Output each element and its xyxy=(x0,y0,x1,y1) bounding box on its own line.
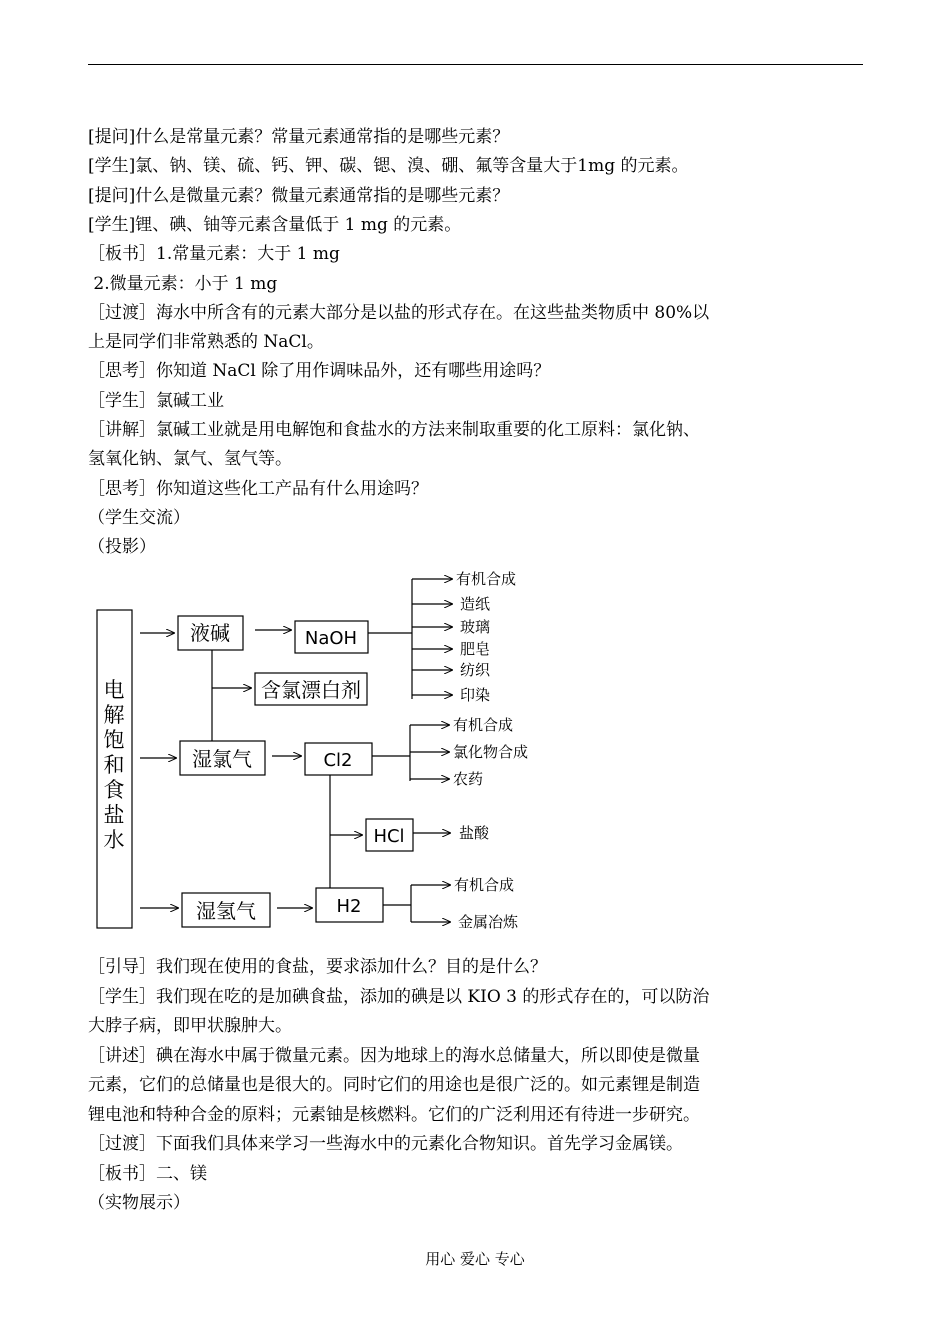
wet-hydrogen-label: 湿氢气 xyxy=(196,899,256,923)
text-line: ［过渡］海水中所含有的元素大部分是以盐的形式存在。在这些盐类物质中 80%以 xyxy=(88,302,710,323)
h2-label: H2 xyxy=(336,896,362,917)
text-line: ［思考］你知道 NaCl 除了用作调味品外，还有哪些用途吗？ xyxy=(88,361,551,382)
text-line: ［讲解］氯碱工业就是用电解饱和食盐水的方法来制取重要的化工原料：氯化钠、 xyxy=(88,420,700,440)
naoh-use-4: 纺织 xyxy=(460,661,491,679)
text-line: ［过渡］下面我们具体来学习一些海水中的元素化合物知识。首先学习金属镁。 xyxy=(88,1134,683,1154)
bleach-label: 含氯漂白剂 xyxy=(261,678,361,702)
cl2-use-0: 有机合成 xyxy=(453,716,514,734)
text-line: 氢氧化钠、氯气、氢气等。 xyxy=(88,449,292,470)
text-line: ［学生］我们现在吃的是加碘食盐，添加的碘是以 KIO 3 的形式存在的，可以防治 xyxy=(88,986,710,1007)
text-line: 锂电池和特种合金的原料；元素铀是核燃料。它们的广泛利用还有待进一步研究。 xyxy=(88,1104,700,1125)
source-char-6: 水 xyxy=(103,828,125,852)
text-line: [学生]氯、钠、镁、硫、钙、钾、碳、锶、溴、硼、氟等含量大于1mg 的元素。 xyxy=(88,156,689,177)
naoh-use-3: 肥皂 xyxy=(460,640,491,658)
header-rule xyxy=(88,64,863,65)
cl2-use-1: 氯化物合成 xyxy=(453,743,529,761)
text-line: ［引导］我们现在使用的食盐，要求添加什么？目的是什么？ xyxy=(88,957,547,977)
source-char-4: 食 xyxy=(103,778,125,802)
naoh-use-0: 有机合成 xyxy=(456,570,517,588)
text-line: （学生交流） xyxy=(88,507,190,528)
hcl-use-0: 盐酸 xyxy=(459,824,490,842)
text-line: 上是同学们非常熟悉的 NaCl。 xyxy=(88,332,324,353)
source-char-2: 饱 xyxy=(103,728,125,752)
text-line: 2.微量元素：小于 1 mg xyxy=(88,273,278,294)
source-char-5: 盐 xyxy=(103,803,125,827)
h2-use-1: 金属冶炼 xyxy=(458,913,519,931)
text-line: ［思考］你知道这些化工产品有什么用途吗？ xyxy=(88,478,428,499)
source-char-0: 电 xyxy=(103,678,125,702)
text-line: [提问]什么是微量元素？微量元素通常指的是哪些元素？ xyxy=(88,185,510,206)
text-line: ［板书］二、镁 xyxy=(88,1163,207,1184)
cl2-label: Cl2 xyxy=(323,750,353,771)
text-line: （实物展示） xyxy=(88,1193,190,1213)
text-line: 大脖子病，即甲状腺肿大。 xyxy=(88,1016,292,1036)
source-char-1: 解 xyxy=(103,703,125,727)
wet-chlorine-label: 湿氯气 xyxy=(192,747,252,771)
page-footer: 用心 爱心 专心 xyxy=(425,1250,525,1268)
liquid-alkali-label: 液碱 xyxy=(190,621,230,645)
text-line: ［讲述］碘在海水中属于微量元素。因为地球上的海水总储量大，所以即使是微量 xyxy=(88,1045,700,1066)
naoh-label: NaOH xyxy=(304,628,358,649)
naoh-use-5: 印染 xyxy=(460,686,491,704)
h2-use-0: 有机合成 xyxy=(454,876,515,894)
text-line: [提问]什么是常量元素？常量元素通常指的是哪些元素？ xyxy=(88,127,510,147)
cl2-use-2: 农药 xyxy=(453,770,484,788)
naoh-use-1: 造纸 xyxy=(460,595,491,613)
text-line: [学生]锂、碘、铀等元素含量低于 1 mg 的元素。 xyxy=(88,214,462,235)
text-line: 元素，它们的总储量也是很大的。同时它们的用途也是很广泛的。如元素锂是制造 xyxy=(88,1075,700,1095)
text-line: ［板书］1.常量元素：大于 1 mg xyxy=(88,244,340,265)
source-char-3: 和 xyxy=(103,753,125,777)
source-label xyxy=(104,678,125,852)
naoh-use-2: 玻璃 xyxy=(460,618,491,636)
text-line: （投影） xyxy=(88,537,156,558)
hcl-label: HCl xyxy=(373,826,405,847)
text-line: ［学生］氯碱工业 xyxy=(88,390,224,411)
